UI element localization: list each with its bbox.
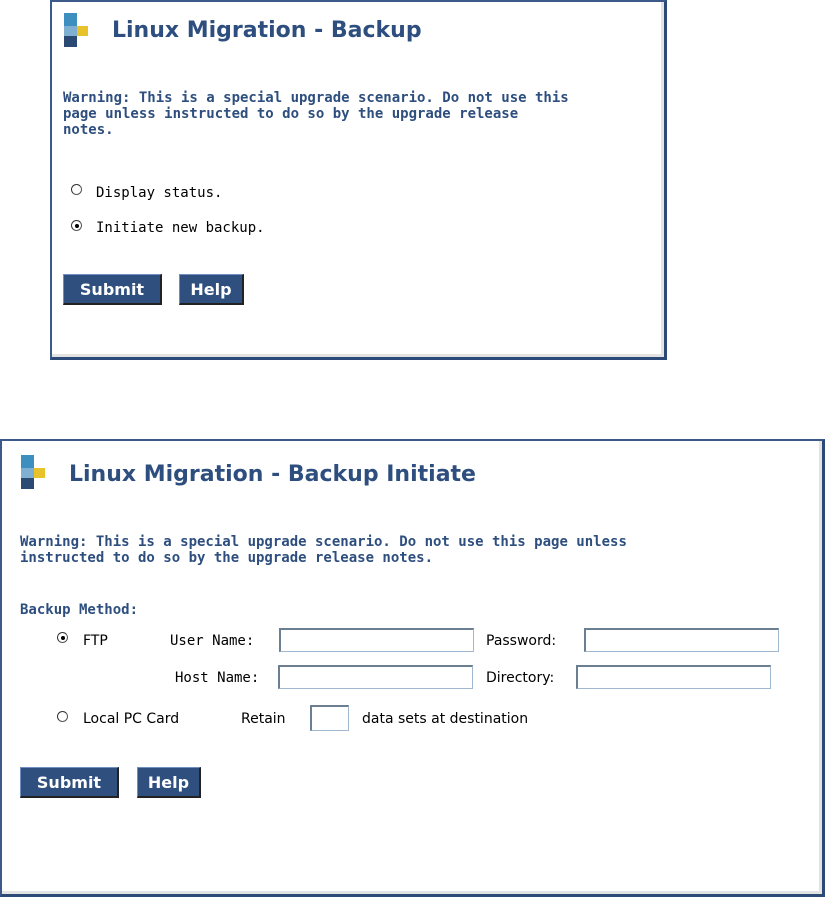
- warning-text: Warning: This is a special upgrade scenario. Do not use this page unless instructed to do so by the upgrade release notes.: [63, 90, 569, 138]
- ftp-radio[interactable]: [57, 632, 68, 643]
- backup-method-label: Backup Method:: [20, 602, 139, 618]
- app-logo-icon: [64, 13, 94, 47]
- local-pc-card-label: Local PC Card: [83, 711, 180, 727]
- help-button[interactable]: Help: [137, 767, 201, 798]
- user-name-input[interactable]: [279, 628, 474, 652]
- initiate-backup-label: Initiate new backup.: [96, 220, 265, 236]
- local-pc-card-radio[interactable]: [57, 711, 68, 722]
- initiate-backup-radio[interactable]: [71, 220, 82, 231]
- retain-count-input[interactable]: [310, 705, 349, 731]
- password-label: Password:: [486, 633, 557, 649]
- page-title: Linux Migration - Backup: [112, 18, 422, 43]
- retain-suffix-label: data sets at destination: [362, 711, 529, 727]
- password-input[interactable]: [584, 628, 779, 652]
- submit-button[interactable]: Submit: [20, 767, 119, 798]
- backup-initiate-panel: [0, 439, 825, 897]
- backup-panel: [50, 0, 667, 360]
- retain-label: Retain: [241, 711, 286, 727]
- directory-label: Directory:: [486, 670, 555, 686]
- warning-text: Warning: This is a special upgrade scenario. Do not use this page unless instructed to do so by the upgrade release notes.: [20, 534, 627, 566]
- host-name-input[interactable]: [278, 665, 473, 689]
- host-name-label: Host Name:: [175, 670, 260, 686]
- display-status-radio[interactable]: [71, 184, 82, 195]
- directory-input[interactable]: [576, 665, 771, 689]
- help-button[interactable]: Help: [179, 274, 244, 305]
- app-logo-icon: [21, 455, 51, 489]
- submit-button[interactable]: Submit: [63, 274, 162, 305]
- page-title: Linux Migration - Backup Initiate: [69, 462, 476, 487]
- display-status-label: Display status.: [96, 185, 223, 201]
- ftp-label: FTP: [83, 633, 108, 649]
- user-name-label: User Name:: [170, 633, 255, 649]
